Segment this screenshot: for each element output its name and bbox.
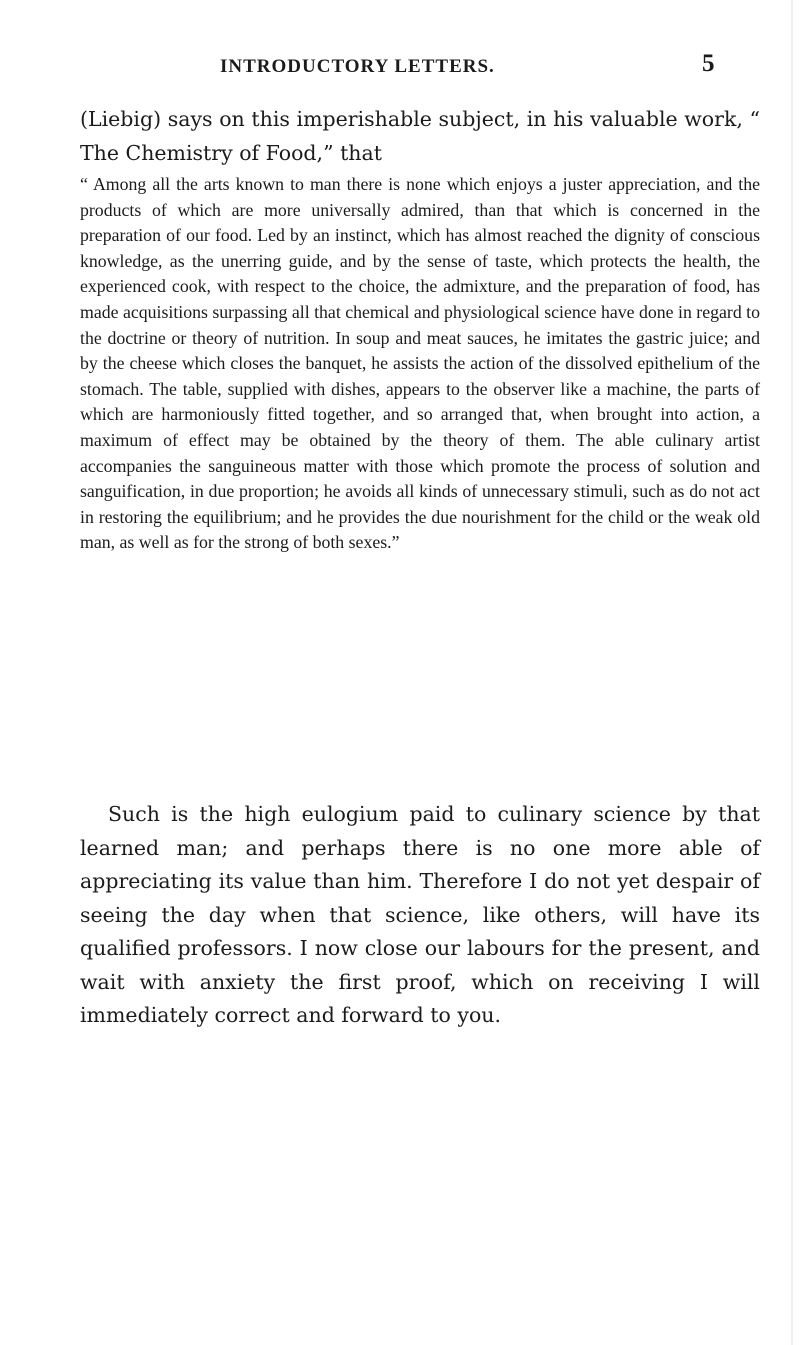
running-title: INTRODUCTORY LETTERS. <box>220 56 495 77</box>
liebig-quotation: “ Among all the arts known to man there is none which enjoys a juster appreciation, and the products of which are more universally admired, than that which is concerned in the preparation of our food. Led by an instinct, which has almost reached the dignity of conscious knowledge, as the unerring guide, and by the sense of taste, which protects the health, the experienced cook, with respect to the choice, the admixture, and the preparation of food, has made acquisitions surpassing all that chemical and physiological science have done in regard to the doctrine or theory of nutrition. In soup and meat sauces, he imitates the gastric juice; and by the cheese which closes the banquet, he assists the action of the dissolved epithelium of the stomach. The table, supplied with dishes, appears to the observer like a machine, the parts of which are harmoniously fitted together, and so arranged that, when brought into action, a maximum of effect may be obtained by the theory of them. The able culinary artist accompanies the sanguineous matter with those which promote the process of solution and sanguification, in due proportion; he avoids all kinds of unnecessary stimuli, such as do not act in restoring the equilibrium; and he provides the due nourishment for the child or the weak old man, as well as for the strong of both sexes.” <box>80 174 760 553</box>
running-head <box>0 50 800 84</box>
closing-paragraph: Such is the high eulogium paid to culinary science by that learned man; and perhaps there is no one more able of appreciating its value than him. Therefore I do not yet despair of seeing the day when that science, like others, will have its qualified professors. I now close our labours for the present, and wait with anxiety the first proof, which on receiving I will immediately correct and forward to you. <box>80 802 760 1027</box>
page-number: 5 <box>702 50 715 77</box>
intro-paragraph: (Liebig) says on this imperishable subject, in his valuable work, “ The Chemistry of Food,” that <box>80 107 760 165</box>
page-edge-shadow <box>791 0 793 1345</box>
